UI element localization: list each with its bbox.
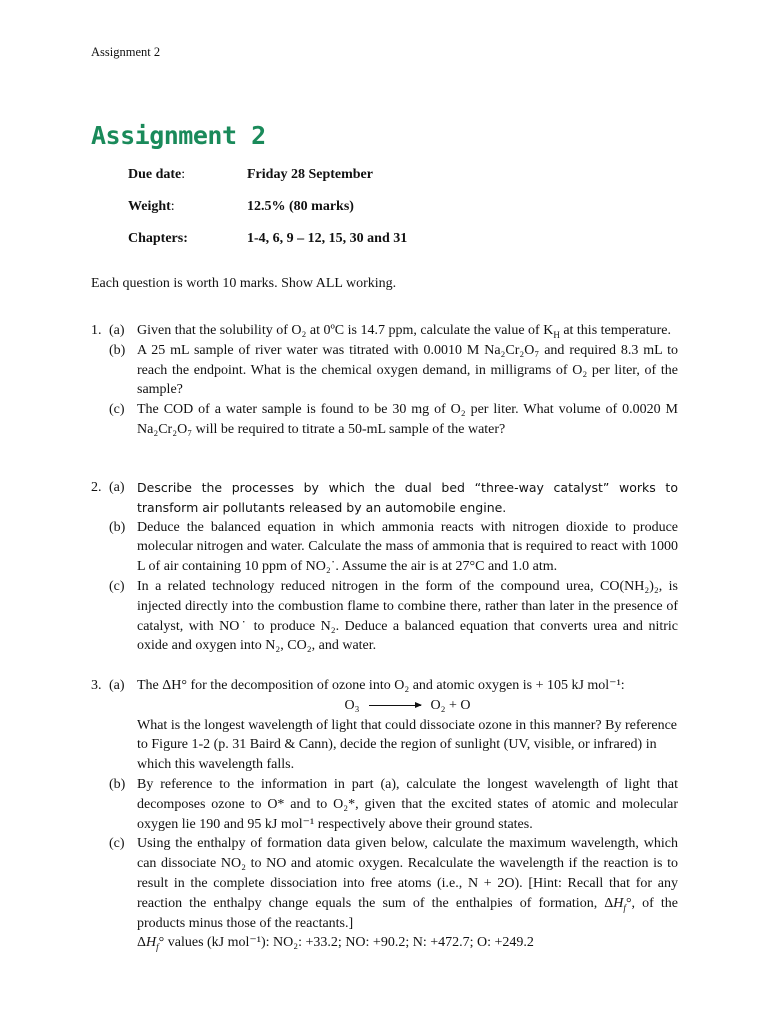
part-label: (a) — [109, 678, 125, 693]
question-part — [91, 518, 678, 577]
chapters-label: Chapters: — [128, 231, 188, 246]
instructions: Each question is worth 10 marks. Show ALL working. — [91, 276, 397, 291]
question-number: 1. — [91, 323, 102, 338]
part-text: Deduce the balanced equation in which ammonia reacts with nitrogen dioxide to produce molecular nitrogen and water. Calculate the mass of ammonia that is required to react with 1000 L of air containing 10 ppm of NO₂˙. Assume the air is at 27°C and 1.0 atm. — [137, 519, 678, 575]
enthalpy-data-line: $\Delta H_f^\circ$ values (kJ mol⁻¹): NO₂: +33.2; NO: +90.2; N: +472.7; O: +249.2 — [137, 935, 534, 953]
chapters-row — [128, 223, 407, 255]
part-text: What is the longest wavelength of light that could dissociate ozone in this manner? By reference to Figure 1-2 (p. 31 Baird & Cann), decide the region of sunlight (UV, visible, or infrared) in which this wavelength falls. — [137, 717, 677, 773]
due-date-row: Due date: Friday 28 September — [128, 167, 373, 182]
part-text: The COD of a water sample is found to be 30 mg of O₂ per liter. What volume of 0.0020 M Na₂Cr₂O₇ will be required to titrate a 50-mL sample of the water? — [137, 402, 678, 437]
question-part — [91, 400, 678, 440]
ozone-equation — [137, 696, 678, 716]
question-1 — [91, 321, 678, 440]
question-part — [91, 775, 678, 834]
due-date-value: Friday 28 September — [247, 167, 373, 182]
question-part — [91, 478, 678, 518]
part-text: The ΔH° for the decomposition of ozone into O₂ and atomic oxygen is + 105 kJ mol⁻¹: — [137, 678, 625, 693]
page-title: Assignment 2 — [91, 121, 266, 150]
question-number: 3. — [91, 678, 102, 693]
part-text: By reference to the information in part (a), calculate the longest wavelength of light that decomposes ozone to O* and to O₂*, given that the excited states of atomic and molecular oxygen lie 190 and 95 kJ mol⁻¹ respectively above their ground states. — [137, 776, 678, 832]
question-2 — [91, 478, 678, 656]
part-text: Using the enthalpy of formation data given below, calculate the maximum wavelength, which can dissociate NO₂ to NO and atomic oxygen. Recalculate the wavelength if the reaction is to result in the complete dissociation into free atoms (i.e., N + 2O). [Hint: Recall that for any reaction the enthalpy change equals the sum of the enthalpies of formation, $\Delta H_f^\circ$, of the products minus those of the reactants.] — [137, 836, 678, 931]
part-text: Describe the processes by which the dual bed “three-way catalyst” works to transform air pollutants released by an automobile engine. — [137, 480, 678, 515]
question-part — [91, 321, 678, 341]
question-part — [91, 834, 678, 953]
weight-label: Weight — [128, 199, 171, 214]
part-label: (c) — [109, 836, 125, 852]
question-part — [91, 341, 678, 400]
reaction-arrow-icon — [369, 705, 421, 706]
part-label: (b) — [109, 776, 126, 792]
part-label: (c) — [109, 578, 125, 594]
weight-value: 12.5% (80 marks) — [247, 199, 354, 214]
part-text: In a related technology reduced nitrogen in the form of the compound urea, CO(NH₂)₂, is injected directly into the combustion flame to combine there, rather than later in the presence of catalyst, with NO˙ to produce N₂. Deduce a balanced equation that converts urea and nitric oxide and oxygen into N₂, CO₂, and water. — [137, 578, 678, 654]
due-date-label: Due date — [128, 167, 182, 182]
part-label: (b) — [109, 519, 126, 535]
equation-reactant: O₃ — [344, 697, 360, 713]
assignment-info — [128, 159, 407, 255]
weight-row: Weight: 12.5% (80 marks) — [128, 199, 354, 214]
part-label: (c) — [109, 402, 125, 418]
part-text: Given that the solubility of O₂ at 0ºC is 14.7 ppm, calculate the value of $K_H$ at this temperature. — [137, 323, 671, 340]
part-label: (a) — [109, 480, 125, 495]
question-number: 2. — [91, 480, 102, 495]
part-label: (a) — [109, 323, 125, 338]
question-3 — [91, 676, 678, 953]
running-header: Assignment 2 — [91, 45, 161, 59]
question-part — [91, 577, 678, 656]
question-part — [91, 676, 678, 775]
part-label: (b) — [109, 342, 126, 358]
equation-products: O₂ + O — [430, 697, 471, 713]
chapters-value: 1-4, 6, 9 – 12, 15, 30 and 31 — [247, 231, 408, 246]
part-text: A 25 mL sample of river water was titrated with 0.0010 M Na₂Cr₂O₇ and required 8.3 mL to reach the endpoint. What is the chemical oxygen demand, in milligrams of O₂ per liter, of the sample? — [137, 342, 678, 398]
